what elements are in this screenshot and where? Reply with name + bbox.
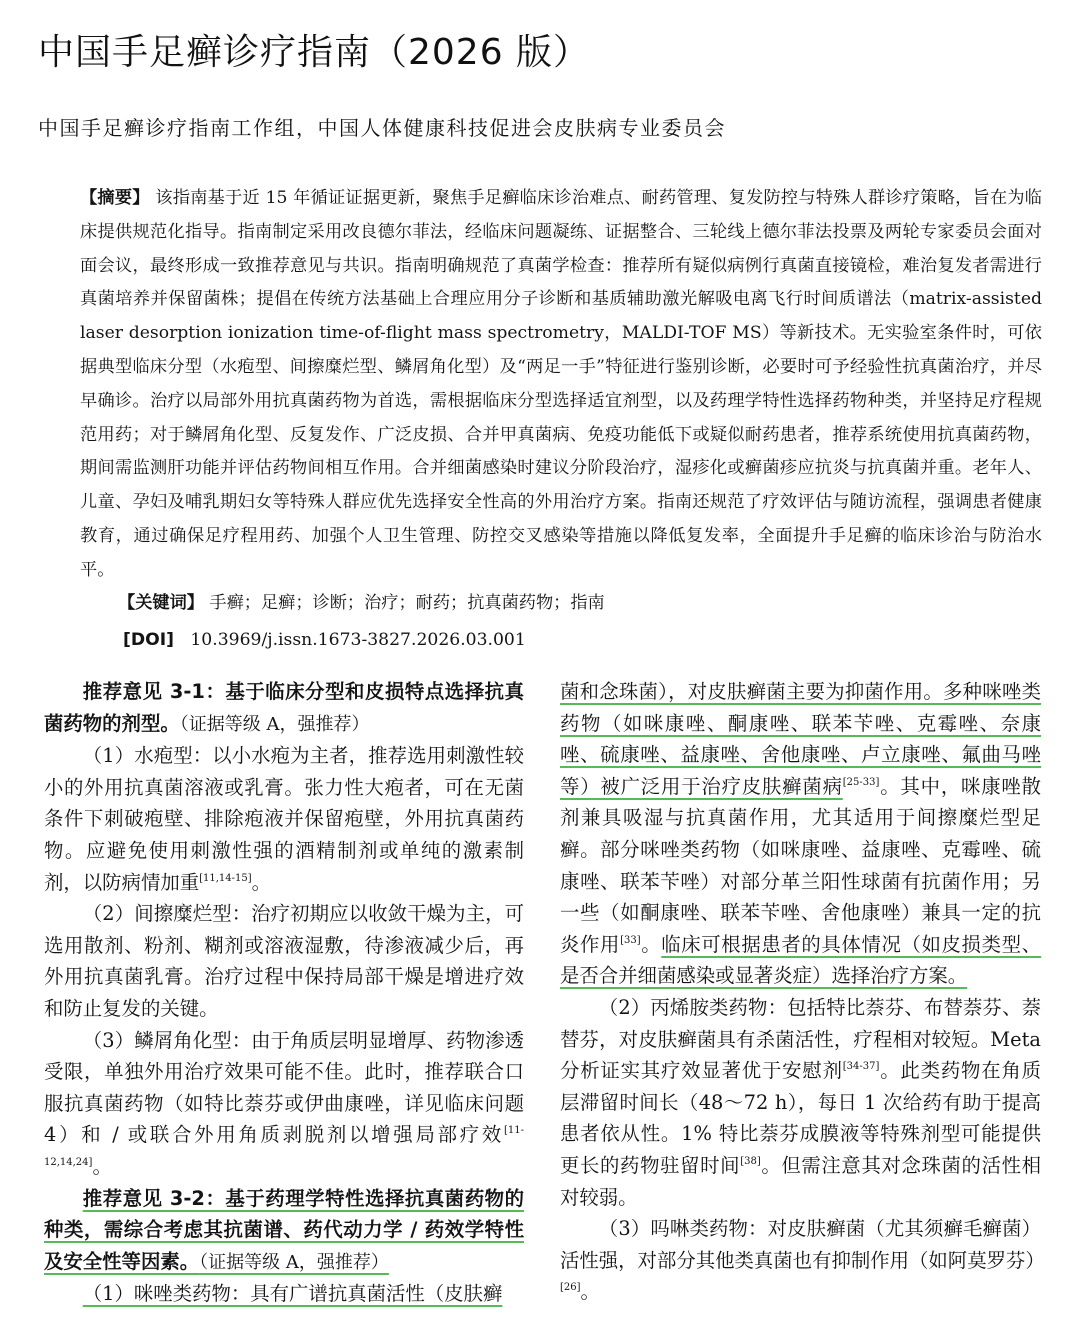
paragraph-end: 。 — [251, 870, 272, 894]
paragraph-hyperkeratotic-type — [44, 1025, 524, 1183]
citation: [38] — [740, 1155, 761, 1167]
paragraph-text: （3）吗啉类药物：对皮肤癣菌（尤其须癣毛癣菌）活性强，对部分其他类真菌也有抑制作用（如阿莫罗芬） — [560, 1217, 1045, 1272]
paragraph-allylamines — [560, 992, 1041, 1213]
paragraph-azoles-start — [44, 1278, 524, 1310]
paragraph-text: （1）咪唑类药物：具有广谱抗真菌活性（皮肤癣 — [82, 1282, 503, 1306]
recommendation-3-2-title: 推荐意见 3-2：基于药理学特性选择抗真菌药物的种类，需综合考虑其抗菌谱、药代动力学 / 药效学特性及安全性等因素。 — [44, 1186, 524, 1273]
citation: [34-37] — [842, 1061, 880, 1073]
recommendation-3-1 — [44, 676, 524, 740]
paragraph-text: （1）水疱型：以小水疱为主者，推荐选用刺激性较小的外用抗真菌溶液或乳膏。张力性大疱者，可在无菌条件下刺破疱壁、排除疱液并保留疱壁，外用抗真菌药物。应避免使用刺激性强的酒精制剂或单纯的激素制剂，以防病情加重 — [44, 744, 524, 894]
page-title: 中国手足癣诊疗指南（2026 版） — [38, 32, 591, 73]
paragraph-text: 。此类药物在角质层滞留时间长（48～72 h），每日 1 次给药有助于提高患者依从性。1% 特比萘芬成膜液等特殊剂型可能提供更长的药物驻留时间 — [560, 1059, 1042, 1177]
paragraph-text: （3）鳞屑角化型：由于角质层明显增厚、药物渗透受限，单独外用治疗效果可能不佳。此时，推荐联合口服抗真菌药物（如特比萘芬或伊曲康唑，详见临床问题 4）和 / 或联合外用角质剥脱剂以增强局部疗效 — [44, 1028, 524, 1147]
paragraph-punct: 。 — [640, 932, 662, 956]
citation: [33] — [620, 934, 641, 946]
abstract-label: 【摘要】 — [80, 188, 150, 208]
paragraph-blister-type — [44, 740, 524, 898]
recommendation-3-1-grade: （证据等级 A，强推荐） — [179, 713, 370, 735]
doi-line — [123, 625, 526, 655]
paragraph-text: （2）丙烯胺类药物：包括特比萘芬、布替萘芬、萘替芬，对皮肤癣菌具有杀菌活性，疗程相对较短。Meta 分析证实其疗效显著优于安慰剂 — [560, 995, 1041, 1083]
left-column — [44, 676, 524, 1310]
abstract — [80, 182, 1042, 588]
paragraph-end: 。 — [580, 1280, 600, 1304]
doi-label: [DOI] — [123, 630, 174, 650]
citation: [11,14-15] — [199, 872, 252, 884]
paragraph-morpholines — [560, 1213, 1045, 1308]
highlighted-text: 临床可根据患者的具体情况（如皮损类型、是否合并细菌感染或显著炎症）选择治疗方案。 — [560, 932, 1042, 988]
abstract-text: 该指南基于近 15 年循证证据更新，聚焦手足癣临床诊治难点、耐药管理、复发防控与特殊人群诊疗策略，旨在为临床提供规范化指导。指南制定采用改良德尔菲法，经临床问题凝练、证据整合、三轮线上德尔菲法投票及两轮专家委员会面对面会议，最终形成一致推荐意见与共识。指南明确规范了真菌学检查：推荐所有疑似病例行真菌直接镜检，难治复发者需进行真菌培养并保留菌株；提倡在传统方法基础上合理应用分子诊断和基质辅助激光解吸电离飞行时间质谱法（matrix-assisted laser desorption ionization time-of-flight mass spectrometry，MALDI-TOF MS）等新技术。无实验室条件时，可依据典型临床分型（水疱型、间擦糜烂型、鳞屑角化型）及“两足一手”特征进行鉴别诊断，必要时可予经验性抗真菌治疗，并尽早确诊。治疗以局部外用抗真菌药物为首选，需根据临床分型选择适宜剂型，以及药理学特性选择药物种类，并坚持足疗程规范用药；对于鳞屑角化型、反复发作、广泛皮损、合并甲真菌病、免疫功能低下或疑似耐药患者，推荐系统使用抗真菌药物，期间需监测肝功能并评估药物间相互作用。合并细菌感染时建议分阶段治疗，湿疹化或癣菌疹应抗炎与抗真菌并重。老年人、儿童、孕妇及哺乳期妇女等特殊人群应优先选择安全性高的外用治疗方案。指南还规范了疗效评估与随访流程，强调患者健康教育，通过确保足疗程用药、加强个人卫生管理、防控交叉感染等措施以降低复发率，全面提升手足癣的临床诊治与防治水平。 — [80, 188, 1042, 580]
doi-value: 10.3969/j.issn.1673-3827.2026.03.001 — [190, 630, 526, 650]
keywords-label: 【关键词】 — [118, 593, 204, 613]
recommendation-3-2 — [44, 1183, 524, 1279]
citation: [25-33] — [842, 776, 880, 788]
highlighted-text: 菌和念珠菌），对皮肤癣菌主要为抑菌作用。多种咪唑类药物（如咪康唑、酮康唑、联苯苄唑、克霉唑、奈康唑、硫康唑、益康唑、舍他康唑、卢立康唑、氟曲马唑等）被广泛用于治疗皮肤癣菌病 — [560, 680, 1041, 798]
paragraph-azoles-continued — [560, 676, 1041, 992]
paragraph-end: 。但需注意其对念珠菌的活性相对较弱。 — [560, 1153, 1042, 1209]
citation: [26] — [560, 1282, 581, 1294]
keywords-line — [118, 588, 605, 618]
keywords-text: 手癣；足癣；诊断；治疗；耐药；抗真菌药物；指南 — [209, 593, 605, 613]
paragraph-intertriginous-type: （2）间擦糜烂型：治疗初期应以收敛干燥为主，可选用散剂、粉剂、糊剂或溶液湿敷，待渗液减少后，再外用抗真菌乳膏。治疗过程中保持局部干燥是增进疗效和防止复发的关键。 — [44, 902, 524, 1020]
citation: [11-12,14,24] — [44, 1125, 524, 1168]
recommendation-3-2-grade: （证据等级 A，强推荐） — [199, 1251, 389, 1273]
right-column — [560, 676, 1045, 1308]
author-line: 中国手足癣诊疗指南工作组，中国人体健康科技促进会皮肤病专业委员会 — [38, 116, 726, 140]
paragraph-text: 。其中，咪康唑散剂兼具吸湿与抗真菌作用，尤其适用于间擦糜烂型足癣。部分咪唑类药物（如咪康唑、益康唑、克霉唑、硫康唑、联苯苄唑）对部分革兰阳性球菌有抗菌作用；另一些（如酮康唑、联苯苄唑、舍他康唑）兼具一定的抗炎作用 — [560, 774, 1042, 956]
paragraph-end: 。 — [92, 1154, 112, 1178]
recommendation-3-1-title: 推荐意见 3-1：基于临床分型和皮损特点选择抗真菌药物的剂型。 — [44, 680, 524, 735]
